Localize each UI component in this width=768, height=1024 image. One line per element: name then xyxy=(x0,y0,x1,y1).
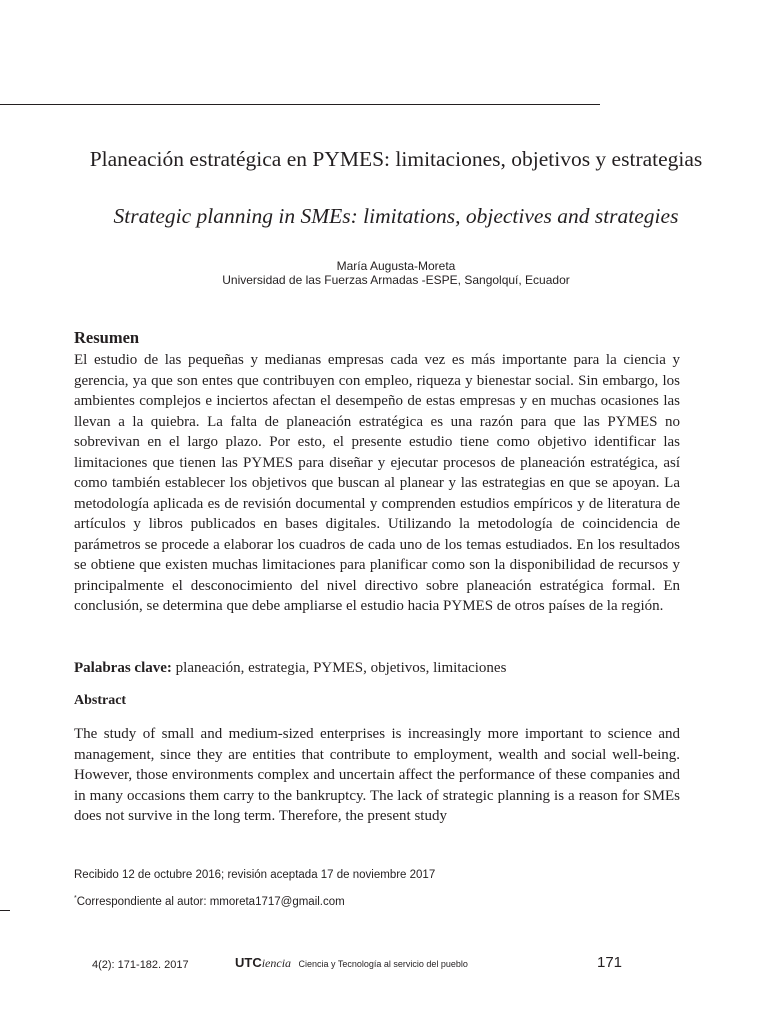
header-rule xyxy=(0,104,600,105)
resumen-heading: Resumen xyxy=(74,328,140,347)
page-number: 171 xyxy=(597,954,623,971)
margin-tick xyxy=(0,910,10,911)
received-dates: Recibido 12 de octubre 2016; revisión aceptada 17 de noviembre 2017 xyxy=(74,869,436,881)
keywords-value: planeación, estrategia, PYMES, objetivos, limitaciones xyxy=(175,660,507,676)
journal-brand-italic: iencia xyxy=(261,956,292,970)
author-name: María Augusta-Moreta xyxy=(336,259,456,273)
footer-issue: 4(2): 171-182. 2017 xyxy=(92,959,189,971)
keywords-label: Palabras clave: xyxy=(74,660,172,676)
journal-tagline: Ciencia y Tecnología al servicio del pueblo xyxy=(298,959,468,969)
abstract-text: The study of small and medium-sized enterprises is increasingly more important to science and management, since they are entities that contribute to employment, wealth and social well-being. However, those environments complex and uncertain affect the performance of these companies and in many occasions them carry to the bankruptcy. The lack of strategic planning is a reason for SMEs does not survive in the long term. Therefore, the present study xyxy=(74,726,680,824)
title-spanish: Planeación estratégica en PYMES: limitaciones, objetivos y estrategias xyxy=(89,147,703,171)
abstract-heading: Abstract xyxy=(74,693,127,708)
resumen-text: El estudio de las pequeñas y medianas empresas cada vez es más importante para la ciencia y gerencia, ya que son entes que contribuyen con empleo, riqueza y bienestar social. Sin embargo, los ambientes complejos e inciertos afectan el desempeño de estas empresas y en muchas ocasiones las llevan a la quiebra. La falta de planeación estratégica es una razón para que las PYMES no sobrevivan en el largo plazo. Por esto, el presente estudio tiene como objetivo identificar las limitaciones que tienen las PYMES para diseñar y ejecutar procesos de planeación estratégica, así como también establecer los objetivos que buscan al planear y las estrategias en que se apoyan. La metodología aplicada es de revisión documental y comprenden estudios empíricos y de literatura de artículos y libros publicados en bases digitales. Utilizando la metodología de coincidencia de parámetros se procede a elaborar los cuadros de cada uno de los temas estudiados. En los resultados se obtiene que existen muchas limitaciones para planificar como son la disponibilidad de recursos y principalmente el desconocimiento del nivel directivo sobre planeación estratégica formal. En conclusión, se determina que debe ampliarse el estudio hacia PYMES de otros países de la región. xyxy=(74,352,680,614)
corresp-text: Correspondiente al autor: mmoreta1717@gmail.com xyxy=(76,895,345,908)
corresp-mark: * xyxy=(74,895,77,902)
corresponding-author xyxy=(74,892,345,909)
keywords xyxy=(74,658,506,678)
journal-brand: UTC xyxy=(235,955,262,970)
author-affiliation: Universidad de las Fuerzas Armadas -ESPE, Sangolquí, Ecuador xyxy=(222,273,570,287)
footer-journal-logo xyxy=(235,955,468,972)
title-english: Strategic planning in SMEs: limitations, objectives and strategies xyxy=(113,204,679,228)
